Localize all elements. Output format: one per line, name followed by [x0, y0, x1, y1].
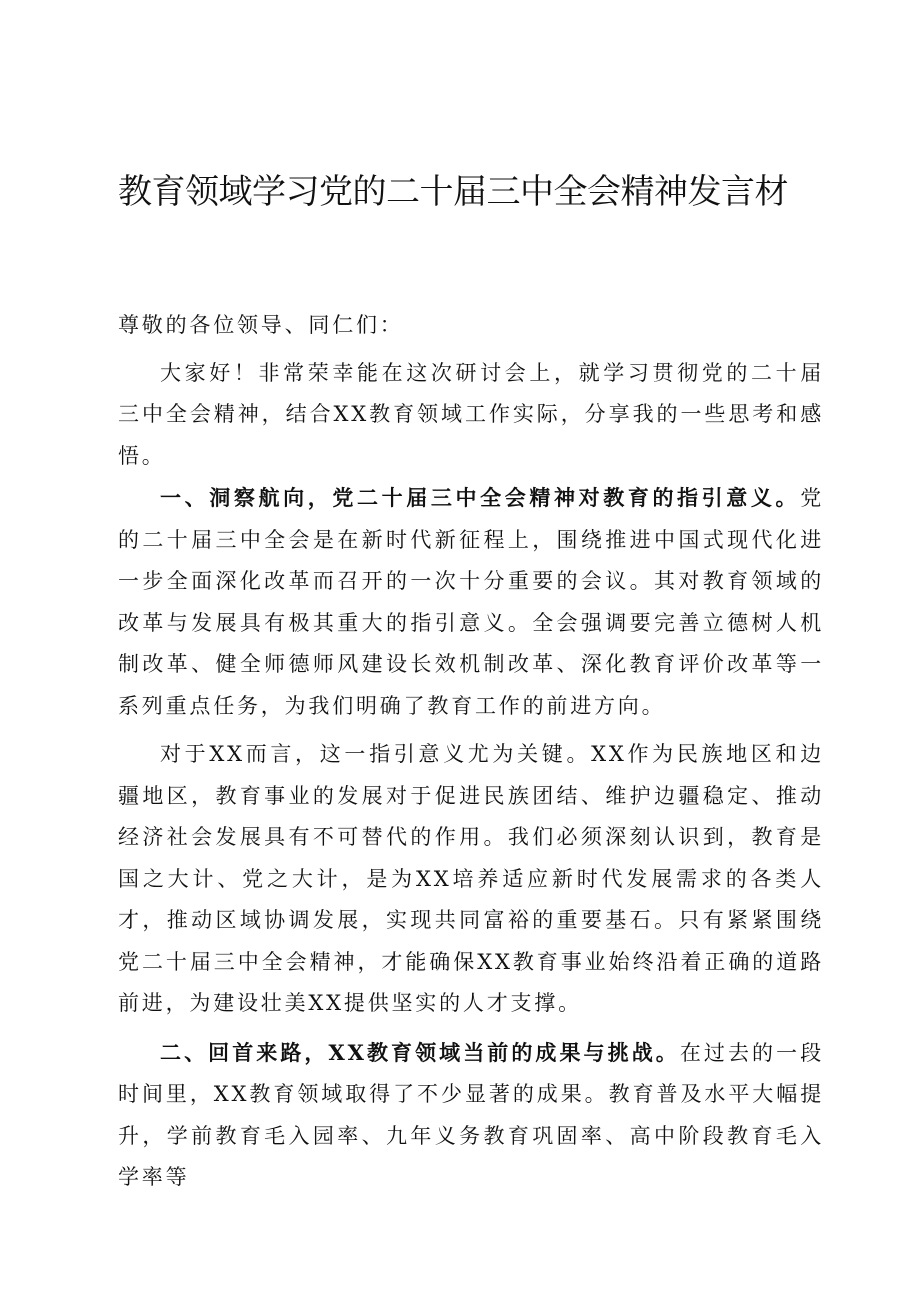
paragraph-section-two	[118, 1032, 824, 1199]
paragraph-intro	[118, 353, 824, 478]
greeting-line: 尊敬的各位领导、同仁们：	[118, 313, 404, 337]
section-heading-two: 二、回首来路，XX教育领域当前的成果与挑战。	[160, 1039, 680, 1065]
section-heading-one: 一、洞察航向，党二十届三中全会精神对教育的指引意义。	[160, 485, 801, 510]
document-title: 教育领域学习党的二十届三中全会精神发言材	[118, 172, 788, 212]
paragraph-xx-significance	[118, 734, 824, 1025]
paragraph-text: 党的二十届三中全会是在新时代新征程上，围绕推进中国式现代化进一步全面深化改革而召开的一次十分重要的会议。其对教育领域的改革与发展具有极其重大的指引意义。全会强调要完善立德树人机制改革、健全师德师风建设长效机制改革、深化教育评价改革等一系列重点任务，为我们明确了教育工作的前进方向。	[118, 486, 824, 718]
paragraph-text: 在过去的一段时间里，XX教育领域取得了不少显著的成果。教育普及水平大幅提升，学前教育毛入园率、九年义务教育巩固率、高中阶段教育毛入学率等	[118, 1040, 824, 1189]
document-body	[118, 305, 824, 1199]
paragraph-text: 大家好！非常荣幸能在这次研讨会上，就学习贯彻党的二十届三中全会精神，结合XX教育领域工作实际，分享我的一些思考和感悟。	[118, 360, 824, 468]
paragraph-text: 对于XX而言，这一指引意义尤为关键。XX作为民族地区和边疆地区，教育事业的发展对于促进民族团结、维护边疆稳定、推动经济社会发展具有不可替代的作用。我们必须深刻认识到，教育是国之大计、党之大计，是为XX培养适应新时代发展需求的各类人才，推动区域协调发展，实现共同富裕的重要基石。只有紧紧围绕党二十届三中全会精神，才能确保XX教育事业始终沿着正确的道路前进，为建设壮美XX提供坚实的人才支撑。	[118, 742, 824, 1015]
paragraph-section-one	[118, 477, 824, 727]
